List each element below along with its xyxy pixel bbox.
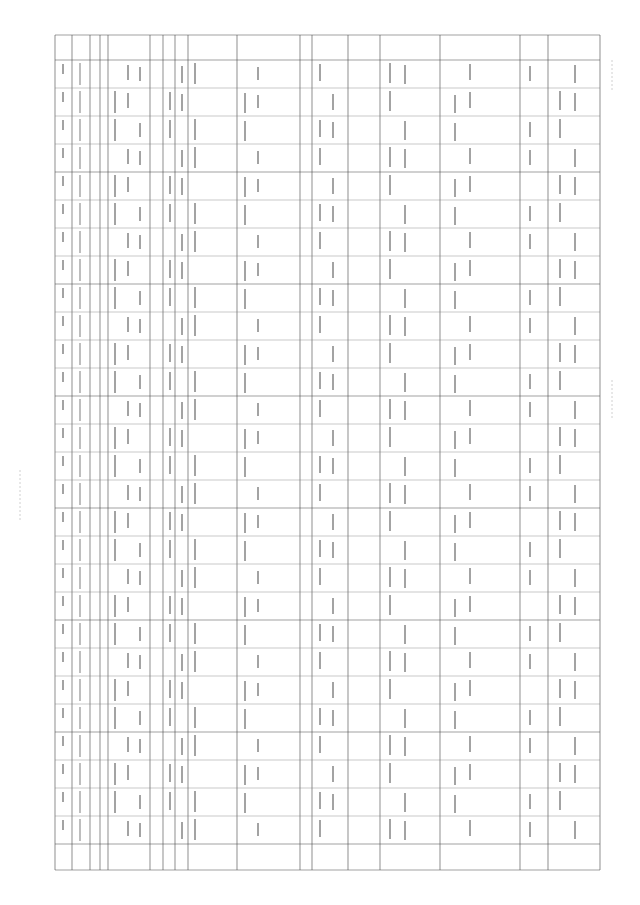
margin-marks: [20, 60, 612, 520]
column-grid: [55, 60, 600, 844]
table-frame: [55, 35, 600, 870]
header-band: [72, 35, 548, 870]
